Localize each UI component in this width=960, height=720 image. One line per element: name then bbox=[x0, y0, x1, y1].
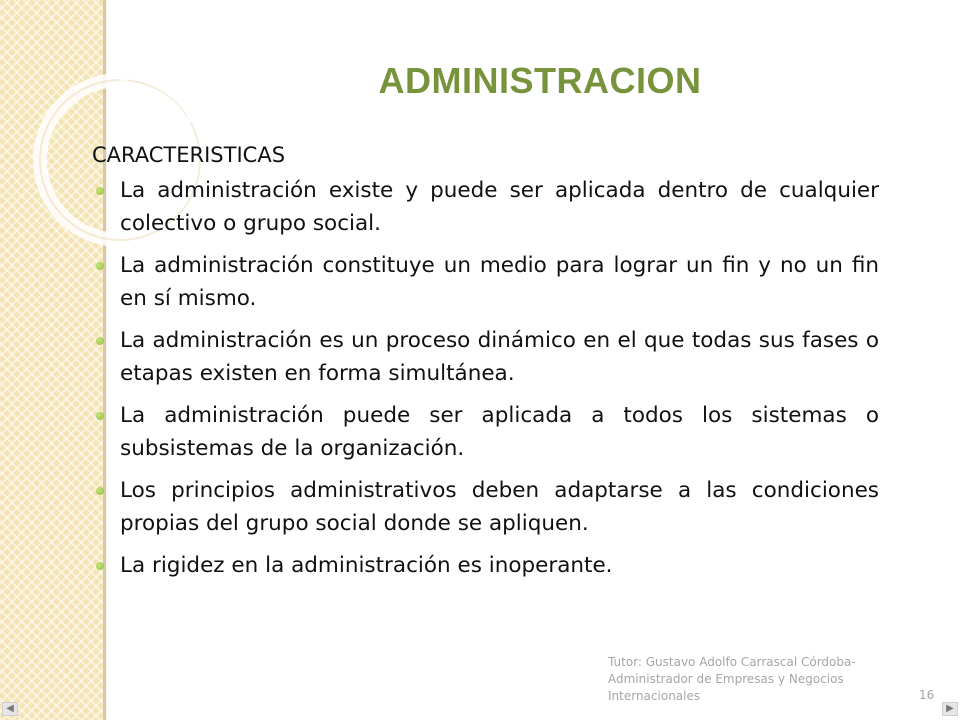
bullet-list bbox=[92, 174, 879, 582]
bullet-dot-icon bbox=[96, 262, 104, 270]
bullet-text: La administración constituye un medio para lograr un fin y no un fin en sí mismo. bbox=[120, 253, 879, 311]
slide-title: ADMINISTRACION bbox=[378, 60, 702, 101]
bullet-item bbox=[92, 399, 879, 465]
previous-slide-button[interactable] bbox=[2, 702, 18, 716]
bullet-dot-icon bbox=[96, 487, 104, 495]
bullet-text: La administración es un proceso dinámico en el que todas sus fases o etapas existen en forma simultánea. bbox=[120, 328, 879, 386]
footer-credit: Tutor: Gustavo Adolfo Carrascal Córdoba- Administrador de Empresas y Negocios Internacionales bbox=[608, 655, 856, 703]
bullet-dot-icon bbox=[96, 412, 104, 420]
bullet-text: Los principios administrativos deben adaptarse a las condiciones propias del grupo social donde se apliquen. bbox=[120, 478, 879, 536]
page-number: 16 bbox=[919, 688, 935, 702]
section-heading: CARACTERISTICAS bbox=[92, 143, 286, 167]
bullet-text: La rigidez en la administración es inoperante. bbox=[120, 553, 613, 578]
next-slide-button[interactable] bbox=[942, 702, 958, 716]
slide-content bbox=[92, 143, 879, 591]
triangle-left-icon: ◀ bbox=[6, 703, 14, 714]
decorative-side-strip bbox=[0, 0, 103, 720]
bullet-text: La administración puede ser aplicada a todos los sistemas o subsistemas de la organización. bbox=[120, 403, 879, 461]
bullet-item bbox=[92, 549, 879, 582]
bullet-item bbox=[92, 174, 879, 240]
bullet-dot-icon bbox=[96, 562, 104, 570]
bullet-dot-icon bbox=[96, 187, 104, 195]
bullet-item bbox=[92, 474, 879, 540]
bullet-item bbox=[92, 249, 879, 315]
triangle-right-icon: ▶ bbox=[946, 703, 954, 714]
bullet-item bbox=[92, 324, 879, 390]
bullet-dot-icon bbox=[96, 337, 104, 345]
bullet-text: La administración existe y puede ser aplicada dentro de cualquier colectivo o grupo social. bbox=[120, 178, 879, 236]
